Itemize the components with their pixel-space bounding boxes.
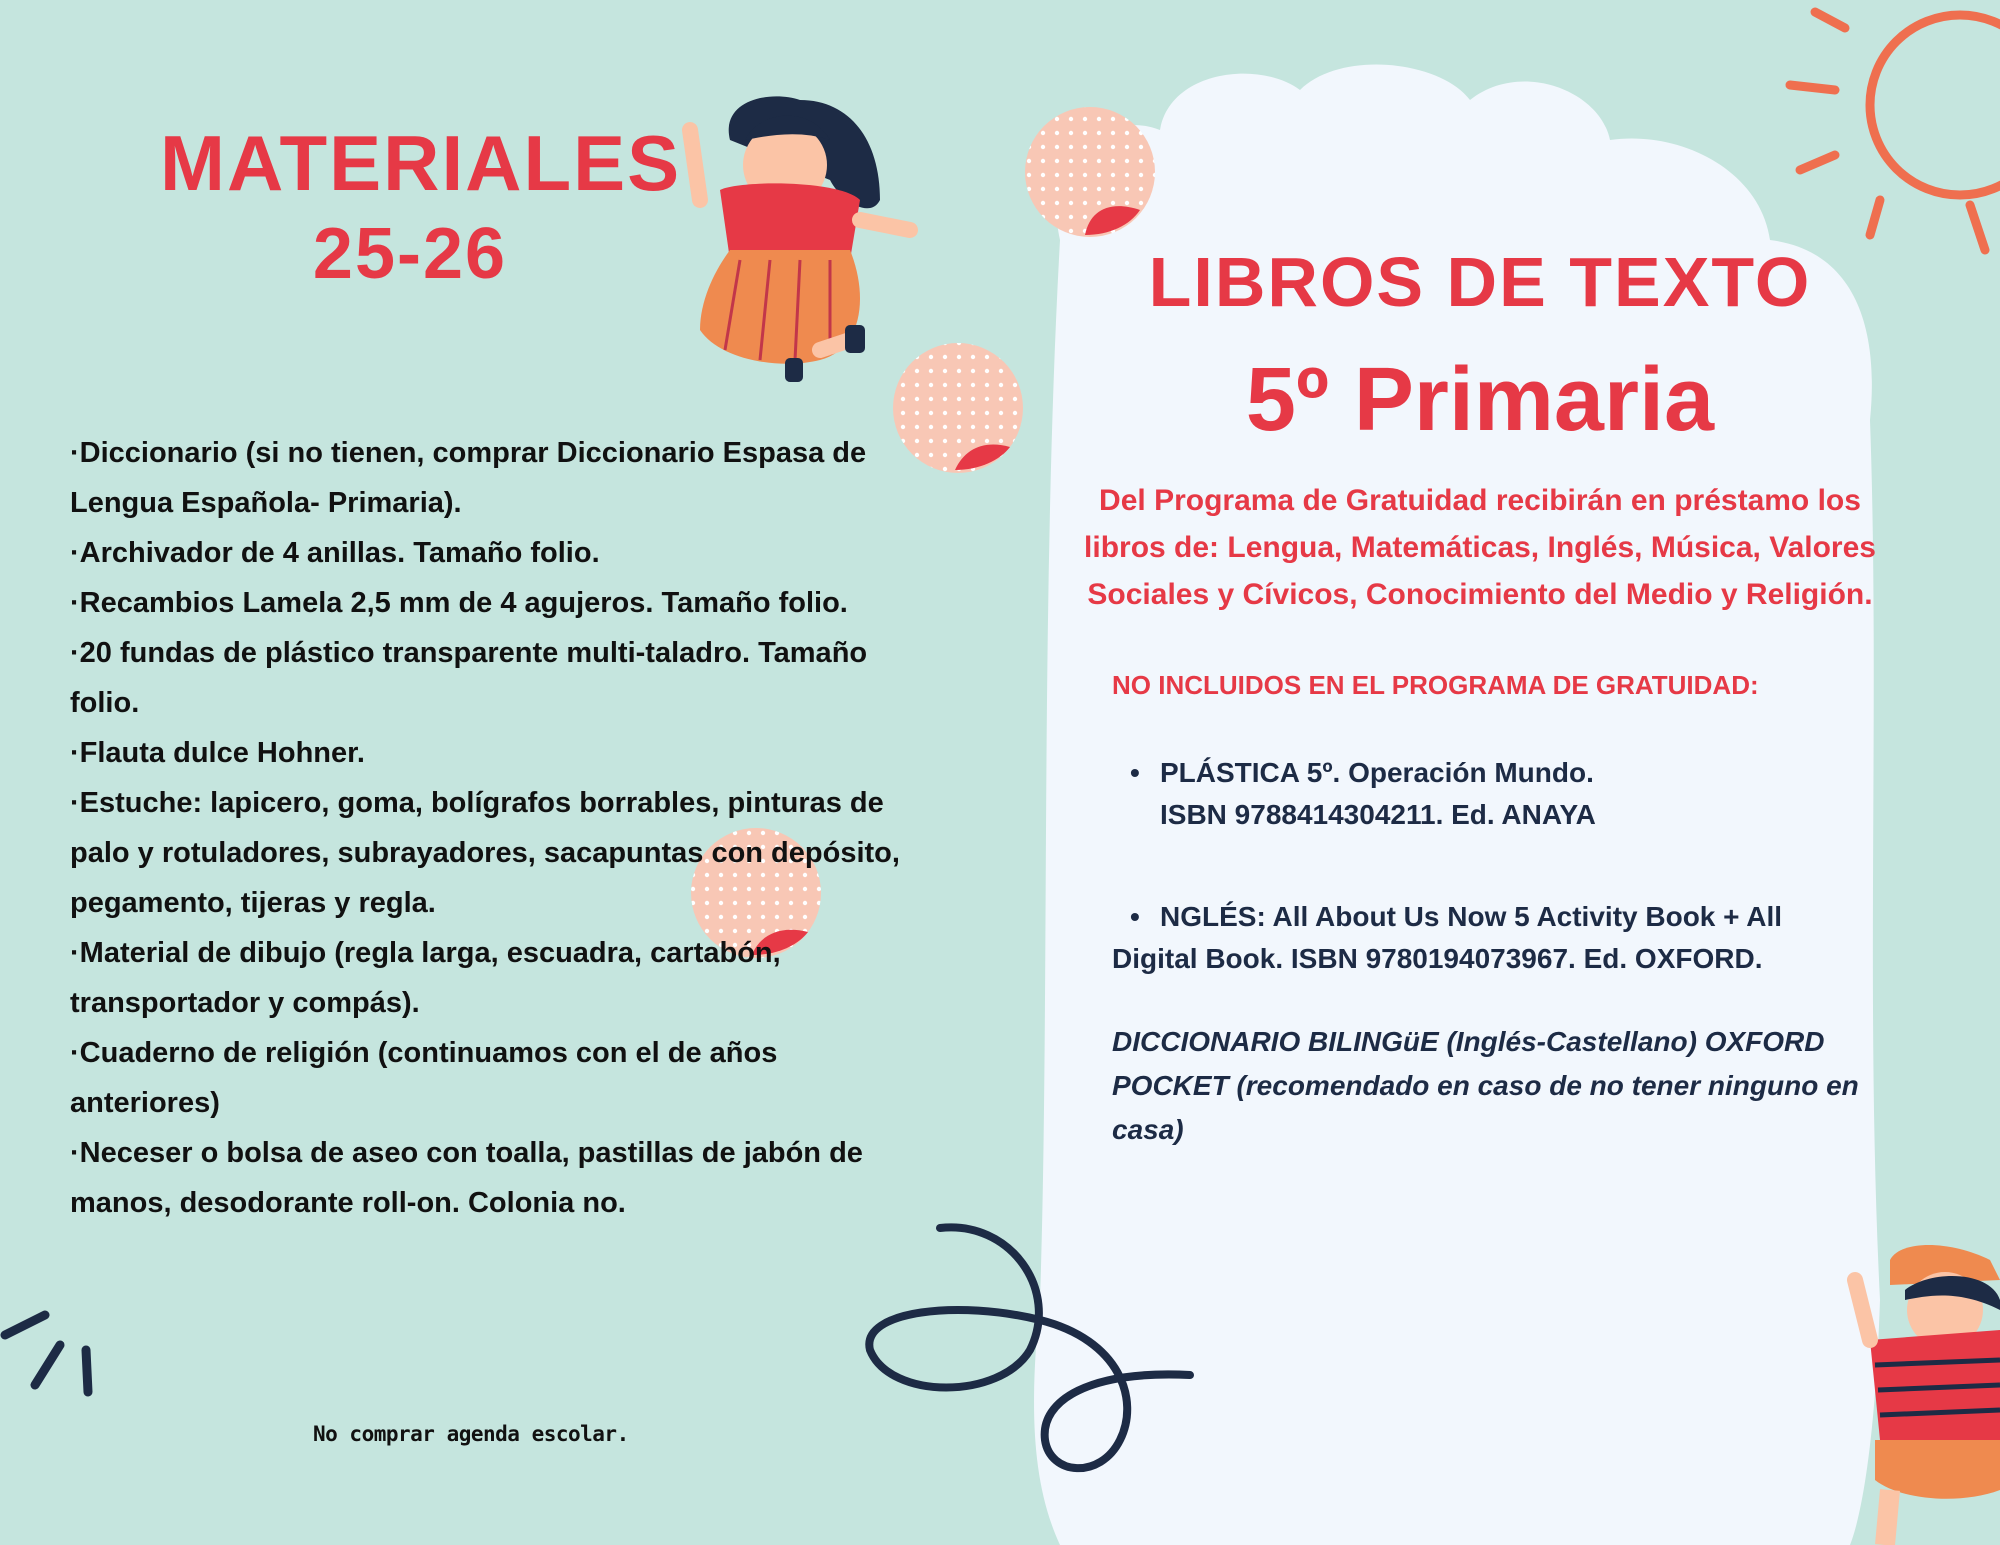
bullet-icon: • xyxy=(1130,901,1140,932)
list-item: ·Cuaderno de religión (continuamos con el de años anteriores) xyxy=(70,1037,778,1119)
dictionary-note: DICCIONARIO BILINGüE (Inglés-Castellano) OXFORD POCKET (recomendado en caso de no tener ninguno en casa) xyxy=(1112,1026,1859,1145)
grade-subtitle: 5º Primaria xyxy=(1245,350,1715,450)
book-title: PLÁSTICA 5º. Operación Mundo. xyxy=(1160,757,1594,788)
gratuidad-paragraph: Del Programa de Gratuidad recibirán en préstamo los libros de: Lengua, Matemáticas, Inglés, Música, Valores Sociales y Cívicos, Conocimiento del Medio y Religión. xyxy=(1084,484,1876,611)
not-included-heading: NO INCLUIDOS EN EL PROGRAMA DE GRATUIDAD: xyxy=(1112,670,1759,700)
book-title: NGLÉS: All About Us Now 5 Activity Book + All xyxy=(1160,901,1783,932)
footer-note: No comprar agenda escolar. xyxy=(313,1422,629,1446)
sun-icon xyxy=(1790,12,2000,250)
girl-illustration xyxy=(690,96,910,382)
materiales-title: MATERIALES xyxy=(160,119,682,207)
dash-marks xyxy=(5,1315,88,1392)
bullet-icon: • xyxy=(1130,757,1140,788)
libros-title: LIBROS DE TEXTO xyxy=(1148,243,1812,321)
book-isbn: Digital Book. ISBN 9780194073967. Ed. OXFORD. xyxy=(1112,943,1763,974)
book-isbn: ISBN 9788414304211. Ed. ANAYA xyxy=(1160,799,1596,830)
textbooks-column xyxy=(1080,242,1880,1152)
list-item: ·Material de dibujo (regla larga, escuadra, cartabón, transportador y compás). xyxy=(70,937,781,1019)
materiales-year: 25-26 xyxy=(312,214,508,294)
list-item: ·Recambios Lamela 2,5 mm de 4 agujeros. Tamaño folio. xyxy=(70,587,848,619)
book-item-ingles xyxy=(1080,896,1880,980)
materials-list xyxy=(70,428,930,1228)
list-item: ·Archivador de 4 anillas. Tamaño folio. xyxy=(70,537,600,569)
list-item: ·Estuche: lapicero, goma, bolígrafos borrables, pinturas de palo y rotuladores, subrayadores, sacapuntas con depósito, pegamento, tijeras y regla. xyxy=(70,787,900,919)
list-item: ·Neceser o bolsa de aseo con toalla, pastillas de jabón de manos, desodorante roll-on. Colonia no. xyxy=(70,1137,863,1219)
list-item: ·Flauta dulce Hohner. xyxy=(70,737,365,769)
list-item: ·Diccionario (si no tienen, comprar Diccionario Espasa de Lengua Española- Primaria). xyxy=(70,437,867,519)
polka-circle-top xyxy=(1025,107,1155,237)
book-item-plastica xyxy=(1080,752,1880,836)
list-item: ·20 fundas de plástico transparente multi-taladro. Tamaño folio. xyxy=(70,637,868,719)
